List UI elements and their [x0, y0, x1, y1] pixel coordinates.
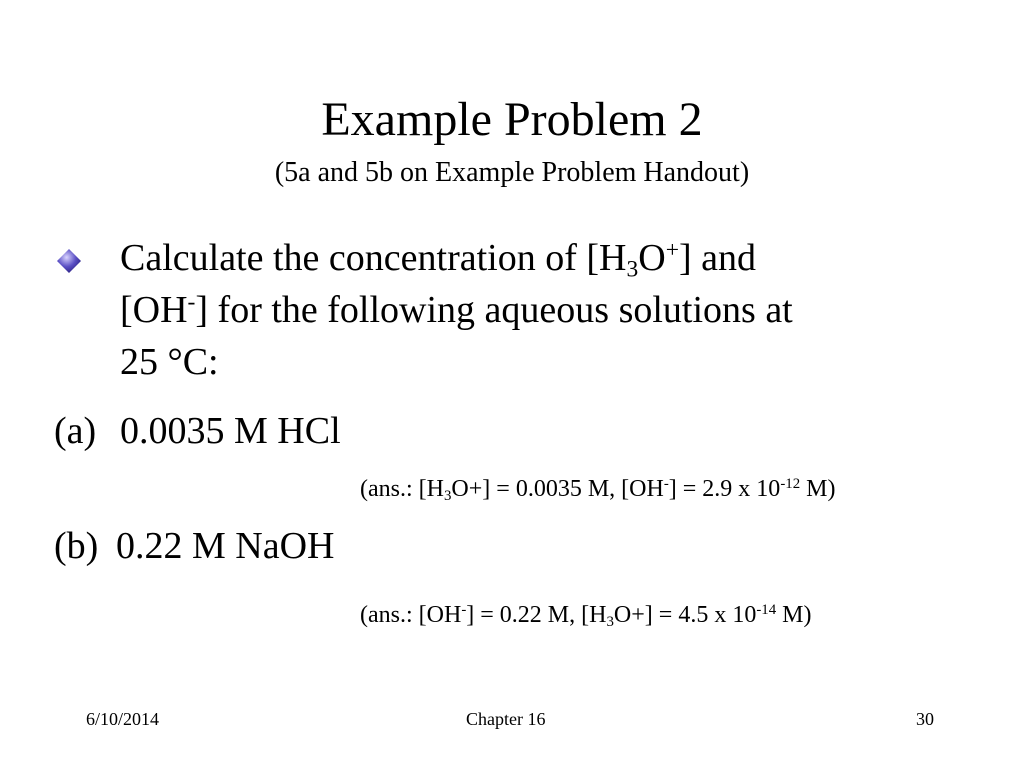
- bullet-line-3: 25 °C:: [120, 341, 219, 383]
- footer-date: 6/10/2014: [86, 709, 160, 729]
- footer-chapter: Chapter 16: [466, 709, 546, 729]
- bullet-text: [120, 232, 980, 388]
- diamond-bullet-icon: [56, 248, 82, 274]
- part-a-text: 0.0035 M HCl: [120, 410, 341, 452]
- part-a-answer: (ans.: $[H_3O+] = 0.0035$ M, [OH-] = 2.9 x $10^{-12}$ M): [360, 475, 836, 505]
- part-a-label: (a): [54, 410, 97, 452]
- part-b-label: (b): [54, 525, 99, 567]
- slide-subtitle: (5a and 5b on Example Problem Handout): [274, 157, 750, 188]
- part-b-answer: (ans.: [OH-] = 0.22 M, $[H_3O+] = 4.5$ x $10^{-14}$ M): [360, 601, 812, 631]
- slide-title: Example Problem 2: [321, 93, 703, 146]
- part-b-text: 0.22 M NaOH: [116, 525, 335, 567]
- bullet-line-1: Calculate the concentration of $[H_3O^+]$ and: [120, 237, 756, 283]
- footer-page-number: 30: [916, 709, 934, 729]
- bullet-line-2: [OH-] for the following aqueous solutions at: [120, 289, 793, 331]
